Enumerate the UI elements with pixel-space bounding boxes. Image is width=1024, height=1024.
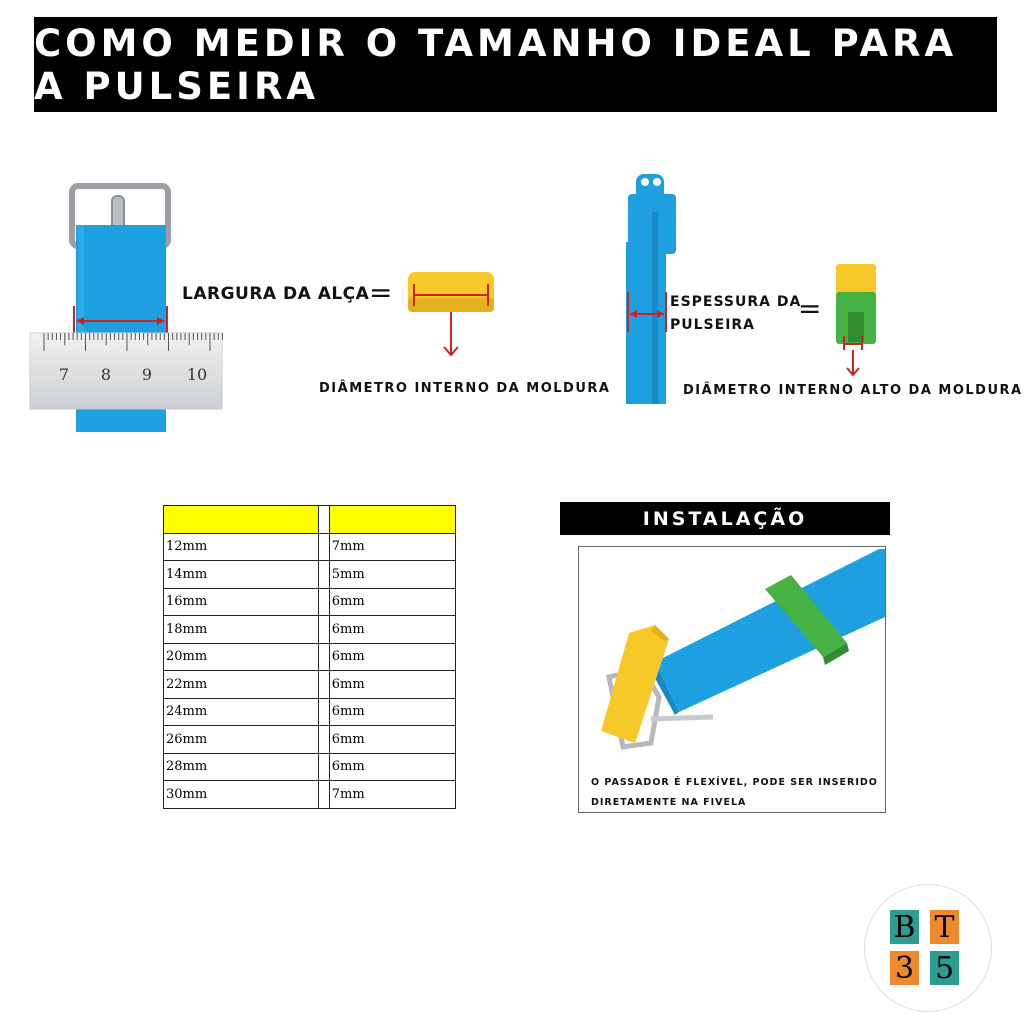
table-row xyxy=(164,753,456,781)
strap-width-illustration xyxy=(26,180,226,432)
strap-thickness-label-line2: PULSEIRA xyxy=(670,317,756,333)
table-header-cell xyxy=(319,506,330,534)
ruler-number: 10 xyxy=(186,365,208,384)
blue-strap-side xyxy=(626,242,666,404)
strap-thickness-illustration xyxy=(622,172,682,404)
inner-height-caption: DIÂMETRO INTERNO ALTO DA MOLDURA xyxy=(683,383,1023,398)
table-cell xyxy=(319,588,330,616)
table-cell xyxy=(319,616,330,644)
strap-width-label: LARGURA DA ALÇA xyxy=(182,284,370,304)
table-cell: 30mm xyxy=(164,781,319,809)
logo-tile-b: B xyxy=(890,910,919,944)
page-title-banner xyxy=(34,17,997,112)
table-cell: 7mm xyxy=(329,781,455,809)
table-row xyxy=(164,588,456,616)
table-row xyxy=(164,698,456,726)
strap-thickness-label xyxy=(670,291,801,337)
size-table xyxy=(163,505,456,809)
table-cell: 28mm xyxy=(164,753,319,781)
page-title: COMO MEDIR O TAMANHO IDEAL PARA A PULSEIRA xyxy=(34,21,958,108)
table-cell xyxy=(319,781,330,809)
table-cell: 20mm xyxy=(164,643,319,671)
yellow-loop-illustration xyxy=(402,268,502,360)
logo-tile-3: 3 xyxy=(890,951,919,985)
table-cell xyxy=(319,643,330,671)
ruler-number: 7 xyxy=(58,365,70,384)
ruler-number: 8 xyxy=(100,365,112,384)
ruler-number: 9 xyxy=(141,365,153,384)
table-row xyxy=(164,671,456,699)
table-cell: 24mm xyxy=(164,698,319,726)
table-cell xyxy=(319,671,330,699)
table-cell: 18mm xyxy=(164,616,319,644)
install-illustration xyxy=(579,547,885,767)
table-cell: 12mm xyxy=(164,533,319,561)
table-cell xyxy=(319,533,330,561)
table-cell: 16mm xyxy=(164,588,319,616)
table-row xyxy=(164,533,456,561)
table-row xyxy=(164,781,456,809)
table-cell xyxy=(319,753,330,781)
table-cell: 6mm xyxy=(329,643,455,671)
install-title: INSTALAÇÃO xyxy=(642,507,808,530)
inner-diameter-caption: DIÂMETRO INTERNO DA MOLDURA xyxy=(319,381,611,396)
table-cell: 6mm xyxy=(329,698,455,726)
install-note xyxy=(591,773,878,813)
table-cell: 22mm xyxy=(164,671,319,699)
install-note-line1: O PASSADOR É FLEXÍVEL, PODE SER INSERIDO xyxy=(591,777,878,788)
table-cell: 7mm xyxy=(329,533,455,561)
equals-sign: = xyxy=(798,292,822,325)
table-row xyxy=(164,726,456,754)
table-cell: 5mm xyxy=(329,561,455,589)
table-cell: 26mm xyxy=(164,726,319,754)
equals-sign: = xyxy=(369,276,393,309)
install-title-bar xyxy=(560,502,890,535)
table-cell: 6mm xyxy=(329,753,455,781)
table-header-cell xyxy=(329,506,455,534)
logo-tile-t: T xyxy=(930,910,959,944)
table-cell: 6mm xyxy=(329,671,455,699)
table-cell: 14mm xyxy=(164,561,319,589)
install-note-line2: DIRETAMENTE NA FIVELA xyxy=(591,797,747,808)
table-header-row xyxy=(164,506,456,534)
strap-thickness-label-line1: ESPESSURA DA xyxy=(670,294,802,310)
yellow-green-loop-illustration xyxy=(832,262,878,378)
table-cell: 6mm xyxy=(329,726,455,754)
table-header-cell xyxy=(164,506,319,534)
table-row xyxy=(164,643,456,671)
table-row xyxy=(164,561,456,589)
table-row xyxy=(164,616,456,644)
table-cell xyxy=(319,698,330,726)
table-cell xyxy=(319,726,330,754)
table-cell: 6mm xyxy=(329,588,455,616)
install-panel xyxy=(578,546,886,813)
blue-strap-install xyxy=(655,549,885,712)
table-cell xyxy=(319,561,330,589)
logo-tile-5: 5 xyxy=(930,951,959,985)
brand-logo xyxy=(864,884,992,1012)
table-cell: 6mm xyxy=(329,616,455,644)
